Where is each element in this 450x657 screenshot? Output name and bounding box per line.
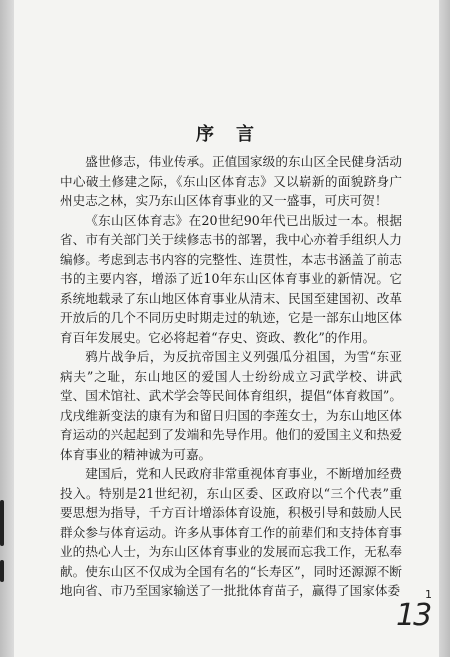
page-gutter-right (439, 0, 450, 657)
paragraph: 建国后，党和人民政府非常重视体育事业，不断增加经费投入。特别是21世纪初，东山区委、区政府以“三个代表”重要思想为指导，千方百计增添体育设施，积极引导和鼓励人民群众参与体育运动。许多从事体育工作的前辈们和支持体育事业的热心人士，为东山区体育事业的发展而忘我工作，无私奉献。使东山区不仅成为全国有名的“长寿区”，同时还源源不断地向省、市乃至国家输送了一批批体育苗子，赢得了国家体委 (60, 466, 402, 598)
page-title: 序言 (196, 124, 276, 145)
page-gutter-left (0, 0, 14, 657)
paragraph: 鸦片战争后，为反抗帝国主义列强瓜分祖国，为雪“东亚病夫”之耻，东山地区的爱国人士纷纷成立习武学校、讲武堂、国术馆社、武术学会等民间体育组织，提倡“体育救国”。戊戌维新变法的康有为和留日归国的李莲女士，为东山地区体育运动的兴起起到了发端和先导作用。他们的爱国主义和热爱体育事业的精神诚为可嘉。 (60, 349, 402, 462)
binding-mark (0, 560, 4, 582)
paragraph: 盛世修志，伟业传承。正值国家级的东山区全民健身活动中心破土修建之际，《东山区体育志》又以崭新的面貌跻身广州史志之林，实乃东山区体育事业的又一盛事，可庆可贺！ (60, 154, 402, 208)
handwritten-page-number: 13 (396, 598, 431, 633)
binding-mark (0, 500, 4, 546)
paragraph: 《东山区体育志》在20世纪90年代已出版过一本。根据省、市有关部门关于续修志书的部署，我中心亦着手组织人力编修。考虑到志书内容的完整性、连贯性，本志书涵盖了前志书的主要内容，增添了近10年东山区体育事业的新情况。它系统地载录了东山地区体育事业从清末、民国至建国初、改革开放后的几个不同历史时期走过的轨迹，它是一部东山地区体育百年发展史。它必将起着“存史、资政、教化”的作用。 (60, 212, 402, 345)
preface-body (60, 152, 402, 601)
page-number-superscript: 1 (425, 588, 432, 601)
